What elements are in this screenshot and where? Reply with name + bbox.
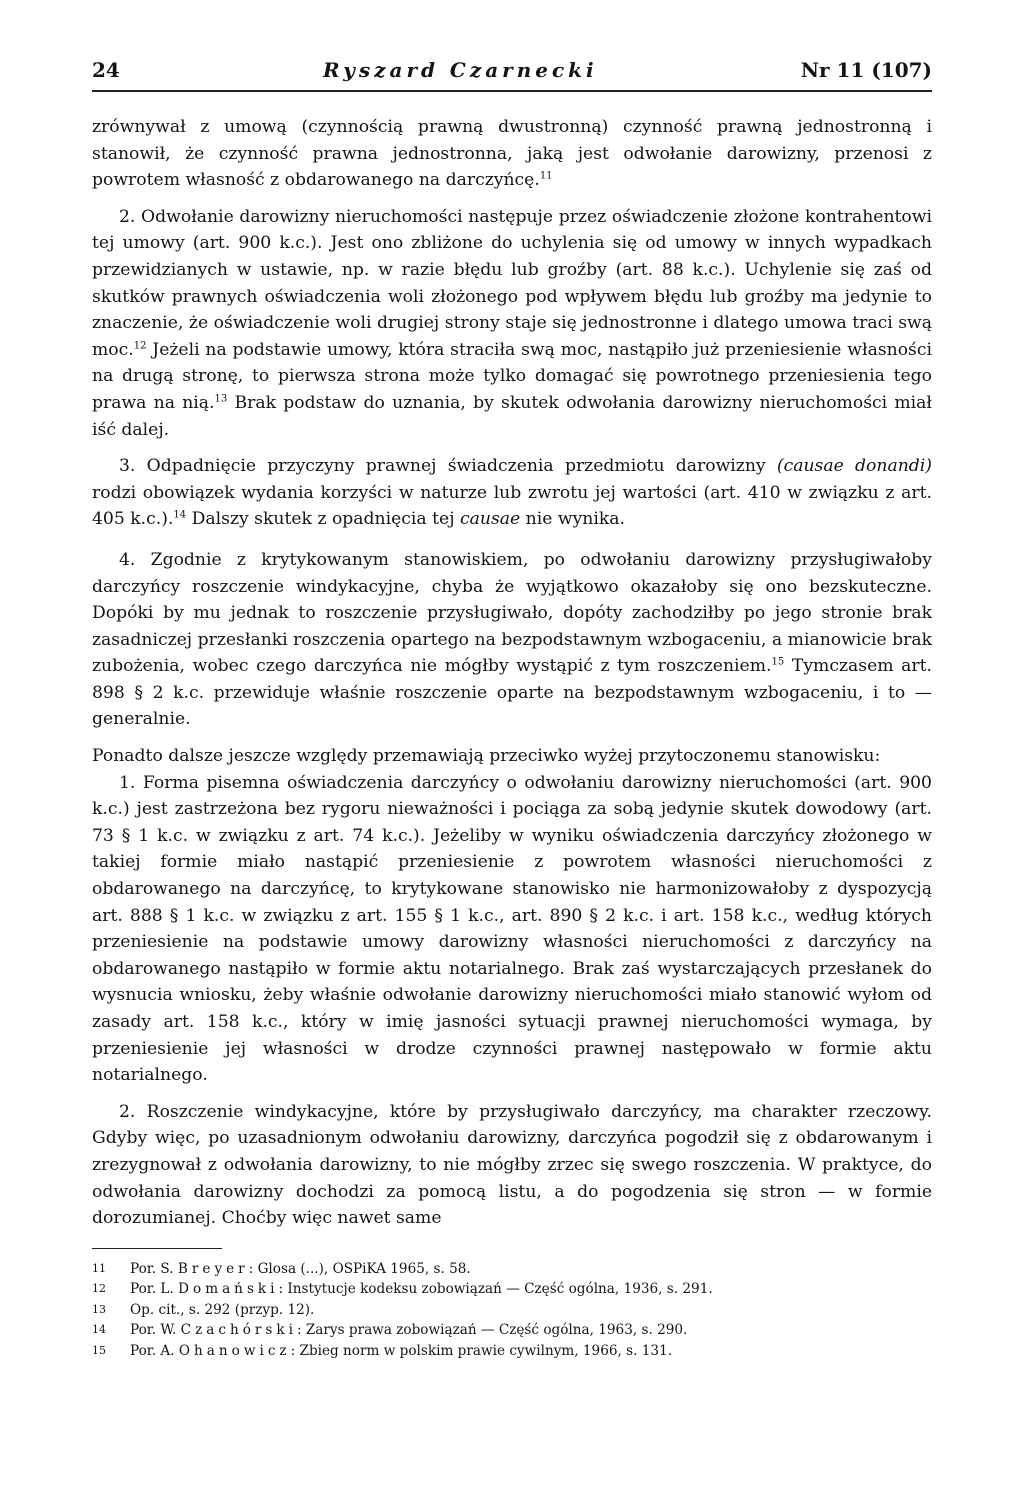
running-header (92, 58, 932, 92)
footnote-ref-11: 11 (539, 170, 553, 182)
paragraph-4: 4. Zgodnie z krytykowanym stanowiskiem, po odwołaniu darowizny przysługiwałoby darczyńcy roszczenie windykacyjne, chyba że wyjątkowo okazałoby się ono bezskuteczne. Dopóki by mu jednak to roszczenie przysługiwało, dopóty zachodziłby po jego stronie brak zasadniczej przesłanki roszczenia opartego na bezpodstawnym wzbogaceniu, a mianowicie brak zubożenia, wobec czego darczyńca nie mógłby wystąpić z tym roszczeniem.$^{15}$ Tymczasem art. 898 § 2 k.c. przewiduje właśnie roszczenie oparte na bezpodstawnym wzbogaceniu, i to — generalnie. (92, 549, 933, 730)
issue-number: Nr 11 (107) (800, 58, 932, 82)
paragraph-2: 2. Odwołanie darowizny nieruchomości następuje przez oświadczenie złożone kontrahentowi tej umowy (art. 900 k.c.). Jest ono zbliżone do uchylenia się od umowy w innych wypadkach przewidzianych w ustawie, np. w razie błędu lub groźby (art. 88 k.c.). Uchylenie się zaś od skutków prawnych oświadczenia woli złożonego pod wpływem błędu lub groźby ma jedynie to znaczenie, że oświadczenie woli drugiej strony staje się jednostronne i dlatego umowa traci swą moc.$^{12}$ Jeżeli na podstawie umowy, która straciła swą moc, nastąpiło już przeniesienie własności na drugą stronę, to pierwsza strona może tylko domagać się powrotnego przeniesienia tego prawa na nią.$^{13}$ Brak podstaw do uznania, by skutek odwołania darowizny nieruchomości miał iść dalej. (92, 206, 932, 440)
footnote-12: 12 Por. L. Domański: Instytucje kodeksu zobowiązań — Część ogólna, 1936, s. 291. (92, 1281, 713, 1298)
footnote-13: 13 Op. cit., s. 292 (przyp. 12). (92, 1301, 315, 1318)
footnote-divider (92, 1248, 222, 1249)
paragraph-6: 1. Forma pisemna oświadczenia darczyńcy o odwołaniu darowizny nieruchomości (art. 900 k.c.) jest zastrzeżona bez rygoru nieważności i pociąga za sobą jedynie skutek dowodowy (art. 73 § 1 k.c. w związku z art. 74 k.c.). Jeżeliby w wyniku oświadczenia darczyńcy złożonego w takiej formie miało nastąpić przeniesienie z powrotem własności nieruchomości z obdarowanego na darczyńcę, to krytykowane stanowisko nie harmonizowałoby z dyspozycją art. 888 § 1 k.c. w związku z art. 155 § 1 k.c., art. 890 § 2 k.c. i art. 158 k.c., według których przeniesienie na podstawie umowy darowizny własności nieruchomości z darczyńcy na obdarowanego nastąpiło w formie aktu notarialnego. Brak zaś wystarczających przesłanek do wysnucia wniosku, żeby właśnie odwołanie darowizny nieruchomości miało stanowić wyłom od zasady art. 158 k.c., który w imię jasności sytuacji prawnej nieruchomości wymaga, by przeniesienie jej własności w drodze czynności prawnej następowało w formie aktu notarialnego. (92, 772, 932, 1086)
footnotes (92, 1259, 932, 1362)
paragraph-5: Ponadto dalsze jeszcze względy przemawiają przeciwko wyżej przytoczonemu stanowisku: (92, 746, 881, 767)
body-text (92, 114, 932, 1232)
footnote-15: 15 Por. A. Ohanowicz: Zbieg norm w polskim prawie cywilnym, 1966, s. 131. (92, 1342, 673, 1359)
paragraph-7: 2. Roszczenie windykacyjne, które by przysługiwało darczyńcy, ma charakter rzeczowy. Gdyby więc, po uzasadnionym odwołaniu darowizny, darczyńca pogodził się z obdarowanym i zrezygnował z odwołania darowizny, to nie mógłby zrzec się swego roszczenia. W praktyce, do odwołania darowizny dochodzi za pomocą listu, a do pogodzenia się stron — w formie dorozumianej. Choćby więc nawet same (92, 1101, 932, 1229)
running-author: Ryszard Czarnecki (322, 58, 598, 82)
footnote-ref-14: 14 (173, 509, 187, 521)
footnote-14: 14 Por. W. Czachórski: Zarys prawa zobowiązań — Część ogólna, 1963, s. 290. (92, 1322, 688, 1339)
footnote-ref-12: 12 (133, 340, 147, 352)
paragraph-1: zrównywał z umową (czynnością prawną dwustronną) czynność prawną jednostronną i stanowił, że czynność prawna jednostronna, jaką jest odwołanie darowizny, przenosi z powrotem własność z obdarowanego na darczyńcę.$^{11}$ (92, 117, 932, 191)
page-number: 24 (92, 58, 120, 82)
footnote-ref-15: 15 (771, 656, 785, 668)
footnote-11: 11 Por. S. Breyer: Glosa (...), OSPiKA 1965, s. 58. (92, 1260, 471, 1277)
footnote-ref-13: 13 (214, 393, 228, 405)
page (92, 58, 932, 1361)
paragraph-3: 3. Odpadnięcie przyczyny prawnej świadczenia przedmiotu darowizny (causae donandi) rodzi obowiązek wydania korzyści w naturze lub zwrotu jej wartości (art. 410 w związku z art. 405 k.c.).$^{14}$ Dalszy skutek z opadnięcia tej causae nie wynika. (92, 456, 932, 530)
